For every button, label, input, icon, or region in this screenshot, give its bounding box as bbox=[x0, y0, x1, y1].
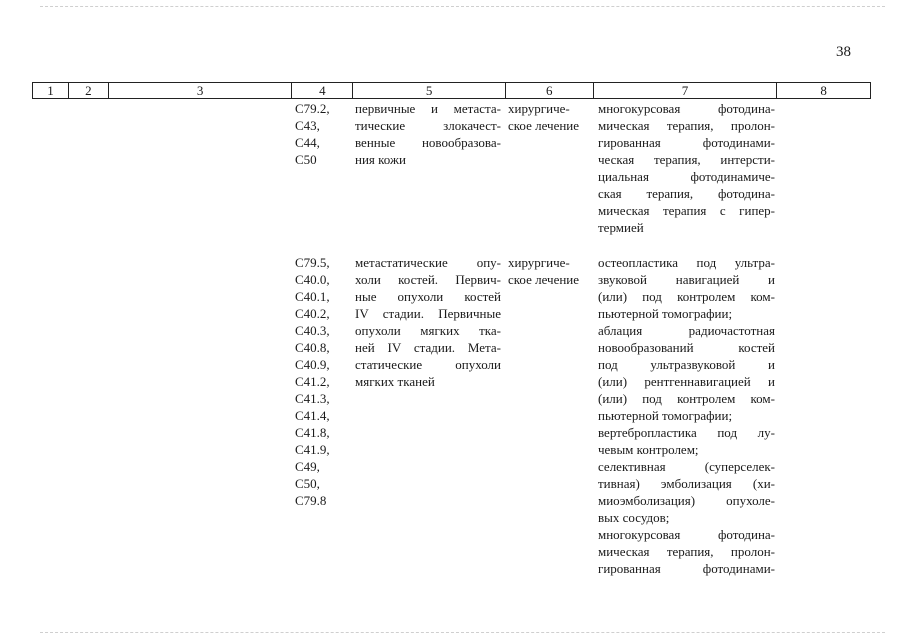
icd-code: C79.2, bbox=[295, 101, 330, 116]
diagnosis-line: мягких тканей bbox=[355, 374, 435, 389]
treatment-type-line: хирургиче- bbox=[508, 255, 570, 270]
method-line: (или) рентгеннавигацией и bbox=[598, 374, 775, 389]
icd-code: C40.2, bbox=[295, 306, 330, 321]
treatment-type-cell bbox=[508, 100, 596, 134]
method-line: гированная фотодинами- bbox=[598, 561, 775, 576]
icd-code: C49, bbox=[295, 459, 320, 474]
header-col-5: 5 bbox=[353, 83, 506, 98]
method-line: многокурсовая фотодина- bbox=[598, 527, 775, 542]
icd-code: C44, bbox=[295, 135, 320, 150]
header-col-2: 2 bbox=[69, 83, 109, 98]
icd-code: C50, bbox=[295, 476, 320, 491]
diagnosis-line: ней IV стадии. Мета- bbox=[355, 340, 501, 355]
method-line: миоэмболизация) опухоле- bbox=[598, 493, 775, 508]
method-line: мическая терапия с гипер- bbox=[598, 203, 775, 218]
method-line: термией bbox=[598, 220, 644, 235]
icd-code: C40.3, bbox=[295, 323, 330, 338]
treatment-type-cell bbox=[508, 254, 596, 288]
method-line: (или) под контролем ком- bbox=[598, 391, 775, 406]
icd-code: C40.1, bbox=[295, 289, 330, 304]
method-line: мическая терапия, пролон- bbox=[598, 544, 775, 559]
diagnosis-cell bbox=[355, 254, 501, 390]
method-line: вертебропластика под лу- bbox=[598, 425, 775, 440]
method-line: (или) под контролем ком- bbox=[598, 289, 775, 304]
icd-code: C40.8, bbox=[295, 340, 330, 355]
icd-code: C40.9, bbox=[295, 357, 330, 372]
header-col-4: 4 bbox=[292, 83, 353, 98]
method-line: мическая терапия, пролон- bbox=[598, 118, 775, 133]
icd-code: C41.4, bbox=[295, 408, 330, 423]
method-line: ская терапия, фотодина- bbox=[598, 186, 775, 201]
diagnosis-line: ния кожи bbox=[355, 152, 406, 167]
icd-codes-cell bbox=[295, 100, 353, 168]
table-header-row bbox=[32, 82, 871, 99]
method-line: пьютерной томографии; bbox=[598, 408, 733, 423]
header-col-6: 6 bbox=[506, 83, 594, 98]
diagnosis-line: IV стадии. Первичные bbox=[355, 306, 501, 321]
method-line: многокурсовая фотодина- bbox=[598, 101, 775, 116]
icd-code: C41.9, bbox=[295, 442, 330, 457]
diagnosis-line: первичные и метаста- bbox=[355, 101, 501, 116]
diagnosis-line: метастатические опу- bbox=[355, 255, 501, 270]
scan-artifact-bottom bbox=[40, 632, 885, 634]
diagnosis-line: статические опухоли bbox=[355, 357, 501, 372]
diagnosis-line: холи костей. Первич- bbox=[355, 272, 501, 287]
icd-code: C79.5, bbox=[295, 255, 330, 270]
header-col-3: 3 bbox=[109, 83, 293, 98]
diagnosis-cell bbox=[355, 100, 501, 168]
method-line: пьютерной томографии; bbox=[598, 306, 733, 321]
method-line: звуковой навигацией и bbox=[598, 272, 775, 287]
icd-code: C41.2, bbox=[295, 374, 330, 389]
method-line: ческая терапия, интерсти- bbox=[598, 152, 775, 167]
diagnosis-line: опухоли мягких тка- bbox=[355, 323, 501, 338]
method-line: новообразований костей bbox=[598, 340, 775, 355]
diagnosis-line: ные опухоли костей bbox=[355, 289, 501, 304]
treatment-type-line: хирургиче- bbox=[508, 101, 570, 116]
icd-code: C79.8 bbox=[295, 493, 327, 508]
scan-artifact-top bbox=[40, 6, 885, 8]
icd-code: C41.3, bbox=[295, 391, 330, 406]
page-number: 38 bbox=[836, 44, 851, 60]
method-line: остеопластика под ультра- bbox=[598, 255, 775, 270]
method-line: вых сосудов; bbox=[598, 510, 670, 525]
header-col-1: 1 bbox=[33, 83, 69, 98]
header-col-7: 7 bbox=[594, 83, 778, 98]
icd-code: C40.0, bbox=[295, 272, 330, 287]
treatment-type-line: ское лечение bbox=[508, 118, 580, 133]
method-line: аблация радиочастотная bbox=[598, 323, 775, 338]
method-line: селективная (суперселек- bbox=[598, 459, 775, 474]
treatment-methods-cell bbox=[598, 254, 775, 577]
treatment-type-line: ское лечение bbox=[508, 272, 580, 287]
method-line: чевым контролем; bbox=[598, 442, 699, 457]
icd-codes-cell bbox=[295, 254, 353, 509]
method-line: под ультразвуковой и bbox=[598, 357, 775, 372]
method-line: тивная) эмболизация (хи- bbox=[598, 476, 775, 491]
method-line: циальная фотодинамиче- bbox=[598, 169, 775, 184]
icd-code: C50 bbox=[295, 152, 317, 167]
icd-code: C41.8, bbox=[295, 425, 330, 440]
method-line: гированная фотодинами- bbox=[598, 135, 775, 150]
diagnosis-line: венные новообразова- bbox=[355, 135, 501, 150]
header-col-8: 8 bbox=[820, 83, 827, 98]
icd-code: C43, bbox=[295, 118, 320, 133]
diagnosis-line: тические злокачест- bbox=[355, 118, 501, 133]
treatment-methods-cell bbox=[598, 100, 775, 236]
